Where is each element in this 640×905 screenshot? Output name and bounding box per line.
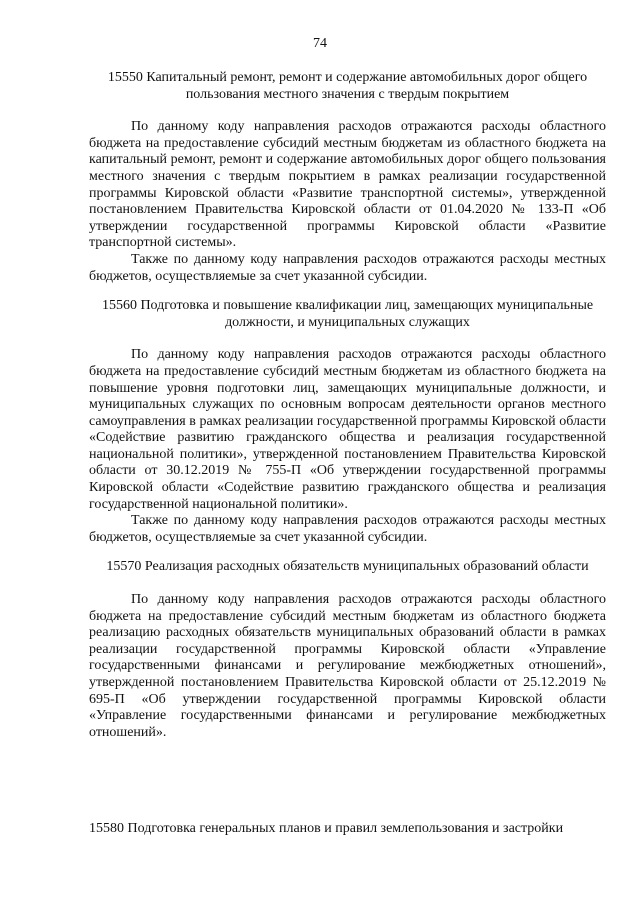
section-heading-15570: 15570 Реализация расходных обязательств муниципальных образований области: [106, 559, 589, 575]
section-15550-paragraph-1: По данному коду направления расходов отражаются расходы областного бюджета на предоставление субсидий местным бюджетам из областного бюджета на капитальный ремонт, ремонт и содержание автомобильных дорог общего пользования местного значения с твердым покрытием в рамках реализации государственной программы Кировской области «Развитие транспортной системы», утвержденной постановлением Правительства Кировской области от 01.04.2020 № 133-П «Об утверждении государственной программы Кировской области «Развитие транспортной системы».: [89, 119, 606, 251]
section-15550-paragraph-2: Также по данному коду направления расходов отражаются расходы местных бюджетов, осуществляемые за счет указанной субсидии.: [89, 251, 606, 284]
section-heading-15560: 15560 Подготовка и повышение квалификации лиц, замещающих муниципальные должности, и муниципальных служащих: [101, 298, 594, 330]
page-number: 74: [313, 36, 327, 51]
section-15560-paragraph-2: Также по данному коду направления расходов отражаются расходы местных бюджетов, осуществляемые за счет указанной субсидии.: [89, 513, 606, 545]
document-body: [89, 70, 606, 741]
section-heading-15550: 15550 Капитальный ремонт, ремонт и содержание автомобильных дорог общего пользования местного значения с твердым покрытием: [107, 70, 588, 102]
section-15560-paragraph-1: По данному коду направления расходов отражаются расходы областного бюджета на предоставление субсидий местным бюджетам из областного бюджета на повышение уровня подготовки лиц, замещающих муниципальные должности, и муниципальных служащих по основным вопросам деятельности органов местного самоуправления в рамках реализации государственной программы Кировской области «Содействие развитию гражданского общества и реализация государственной национальной политики», утвержденной постановлением Правительства Кировской области от 30.12.2019 № 755-П «Об утверждении государственной программы Кировской области «Содействие развитию гражданского общества и реализация государственной национальной политики».: [89, 347, 606, 512]
section-15570-paragraph-1: По данному коду направления расходов отражаются расходы областного бюджета на предоставление субсидий местным бюджетам из областного бюджета реализацию расходных обязательств муниципальных образований области в рамках реализации государственной программы Кировской области «Управление государственными финансами и регулирование межбюджетных отношений», утвержденной постановлением Правительства Кировской области от 25.12.2019 № 695-П «Об утверждении государственной программы Кировской области «Управление государственными финансами и регулирование межбюджетных отношений».: [89, 592, 606, 740]
section-heading-15580: 15580 Подготовка генеральных планов и правил землепользования и застройки: [89, 821, 564, 836]
